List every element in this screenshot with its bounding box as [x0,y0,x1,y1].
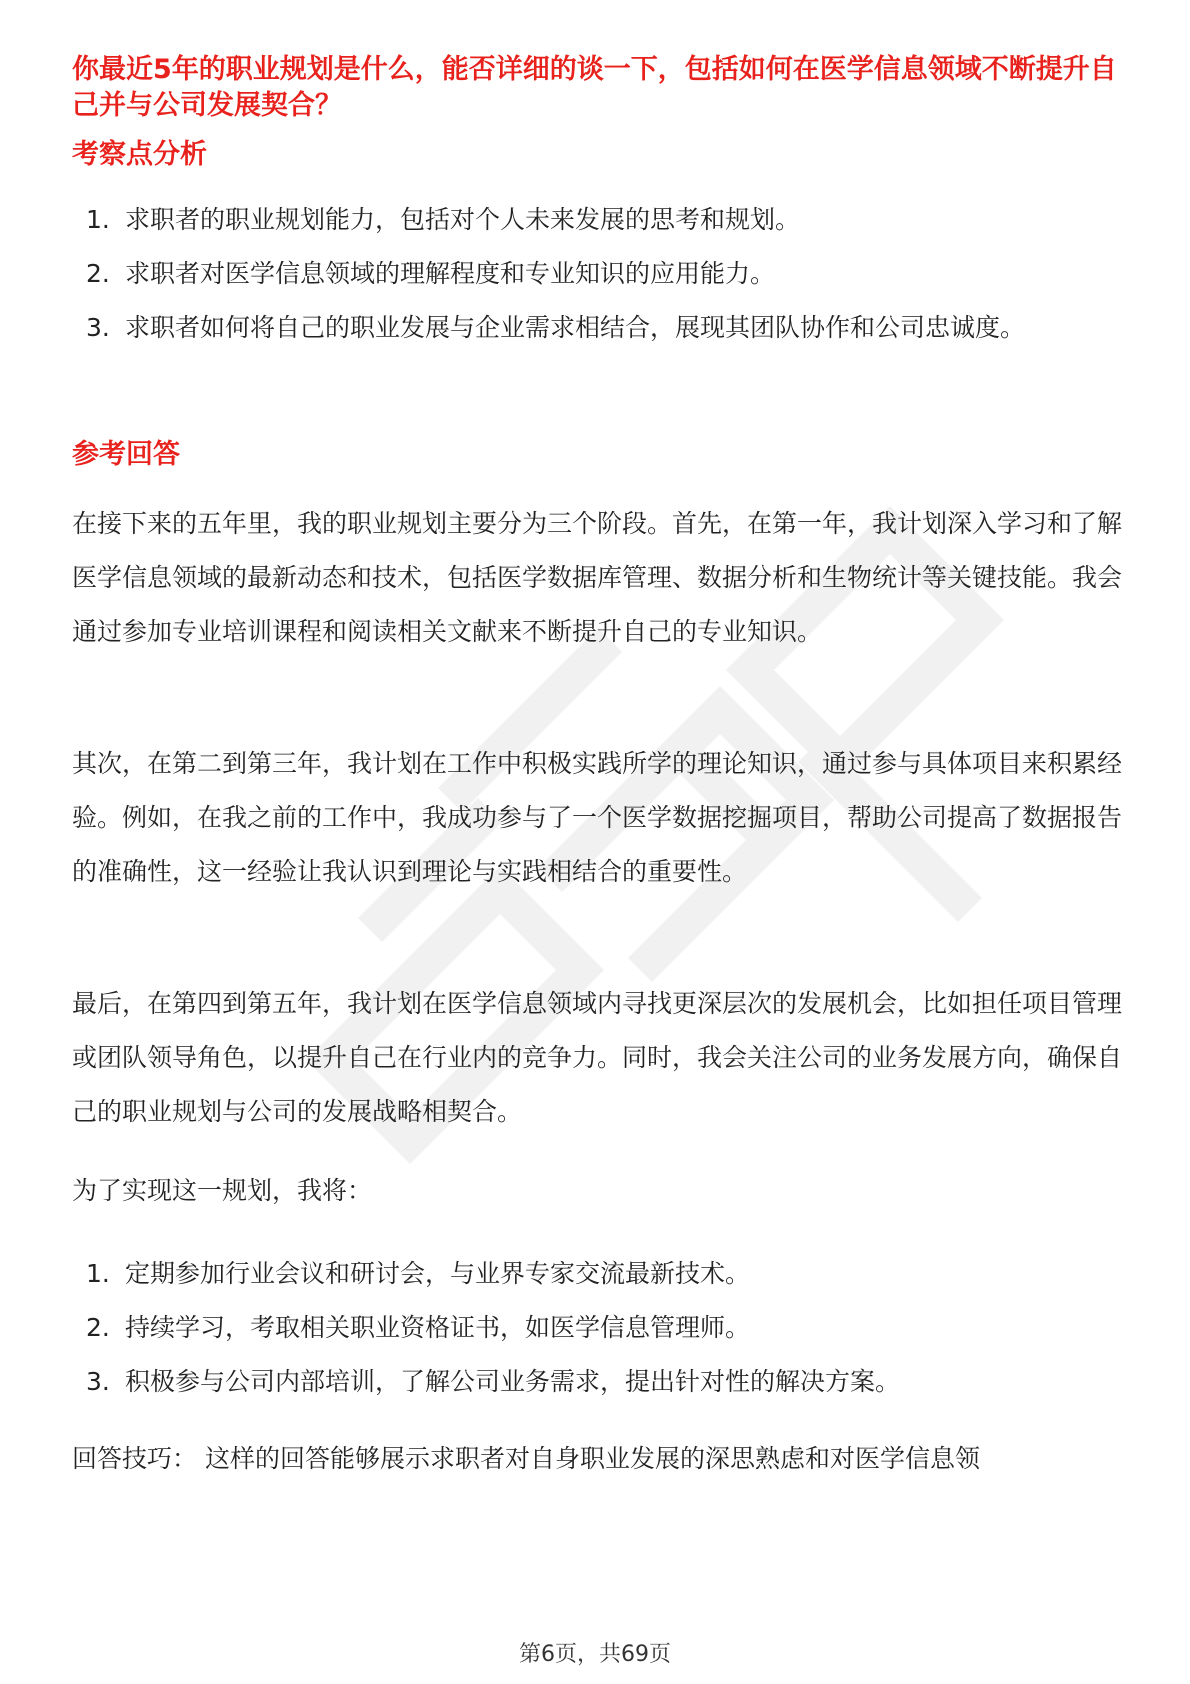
page-number: 第6页，共69页 [519,1642,671,1667]
question-title: 你最近5年的职业规划是什么，能否详细的谈一下，包括如何在医学信息领域不断提升自己并与公司发展契合？ [72,54,1117,121]
list-number: 1. [86,1259,110,1288]
list-number: 1. [86,205,110,234]
list-number: 3. [86,1367,110,1396]
list-item-text: 求职者对医学信息领域的理解程度和专业知识的应用能力。 [125,259,776,288]
list-item [72,1355,1122,1409]
answer-heading: 参考回答 [72,439,180,470]
list-item-text: 积极参与公司内部培训，了解公司业务需求，提出针对性的解决方案。 [125,1367,901,1396]
list-item-text: 持续学习，考取相关职业资格证书，如医学信息管理师。 [125,1313,751,1342]
analysis-list [72,193,1122,355]
answer-paragraph: 最后，在第四到第五年，我计划在医学信息领域内寻找更深层次的发展机会，比如担任项目管理或团队领导角色，以提升自己在行业内的竞争力。同时，我会关注公司的业务发展方向，确保自己的职业规划与公司的发展战略相契合。 [72,989,1123,1126]
list-number: 2. [86,259,110,288]
list-item [72,1247,1122,1301]
list-item-text: 求职者如何将自己的职业发展与企业需求相结合，展现其团队协作和公司忠诚度。 [125,313,1026,342]
answer-tip: 回答技巧： 这样的回答能够展示求职者对自身职业发展的深思熟虑和对医学信息领 [72,1444,980,1473]
answer-paragraph: 在接下来的五年里，我的职业规划主要分为三个阶段。首先，在第一年，我计划深入学习和了解医学信息领域的最新动态和技术，包括医学数据库管理、数据分析和生物统计等关键技能。我会通过参加专业培训课程和阅读相关文献来不断提升自己的专业知识。 [72,509,1123,646]
list-item [72,1301,1122,1355]
answer-paragraph: 其次，在第二到第三年，我计划在工作中积极实践所学的理论知识，通过参与具体项目来积累经验。例如，在我之前的工作中，我成功参与了一个医学数据挖掘项目，帮助公司提高了数据报告的准确性，这一经验让我认识到理论与实践相结合的重要性。 [72,749,1123,886]
plan-list [72,1247,1122,1409]
list-item [72,247,1122,301]
list-item [72,301,1122,355]
list-item [72,193,1122,247]
analysis-heading: 考察点分析 [72,139,207,170]
list-item-text: 求职者的职业规划能力，包括对个人未来发展的思考和规划。 [125,205,801,234]
list-item-text: 定期参加行业会议和研讨会，与业界专家交流最新技术。 [125,1259,751,1288]
answer-paragraph: 为了实现这一规划，我将： [72,1176,373,1205]
list-number: 2. [86,1313,110,1342]
list-number: 3. [86,313,110,342]
